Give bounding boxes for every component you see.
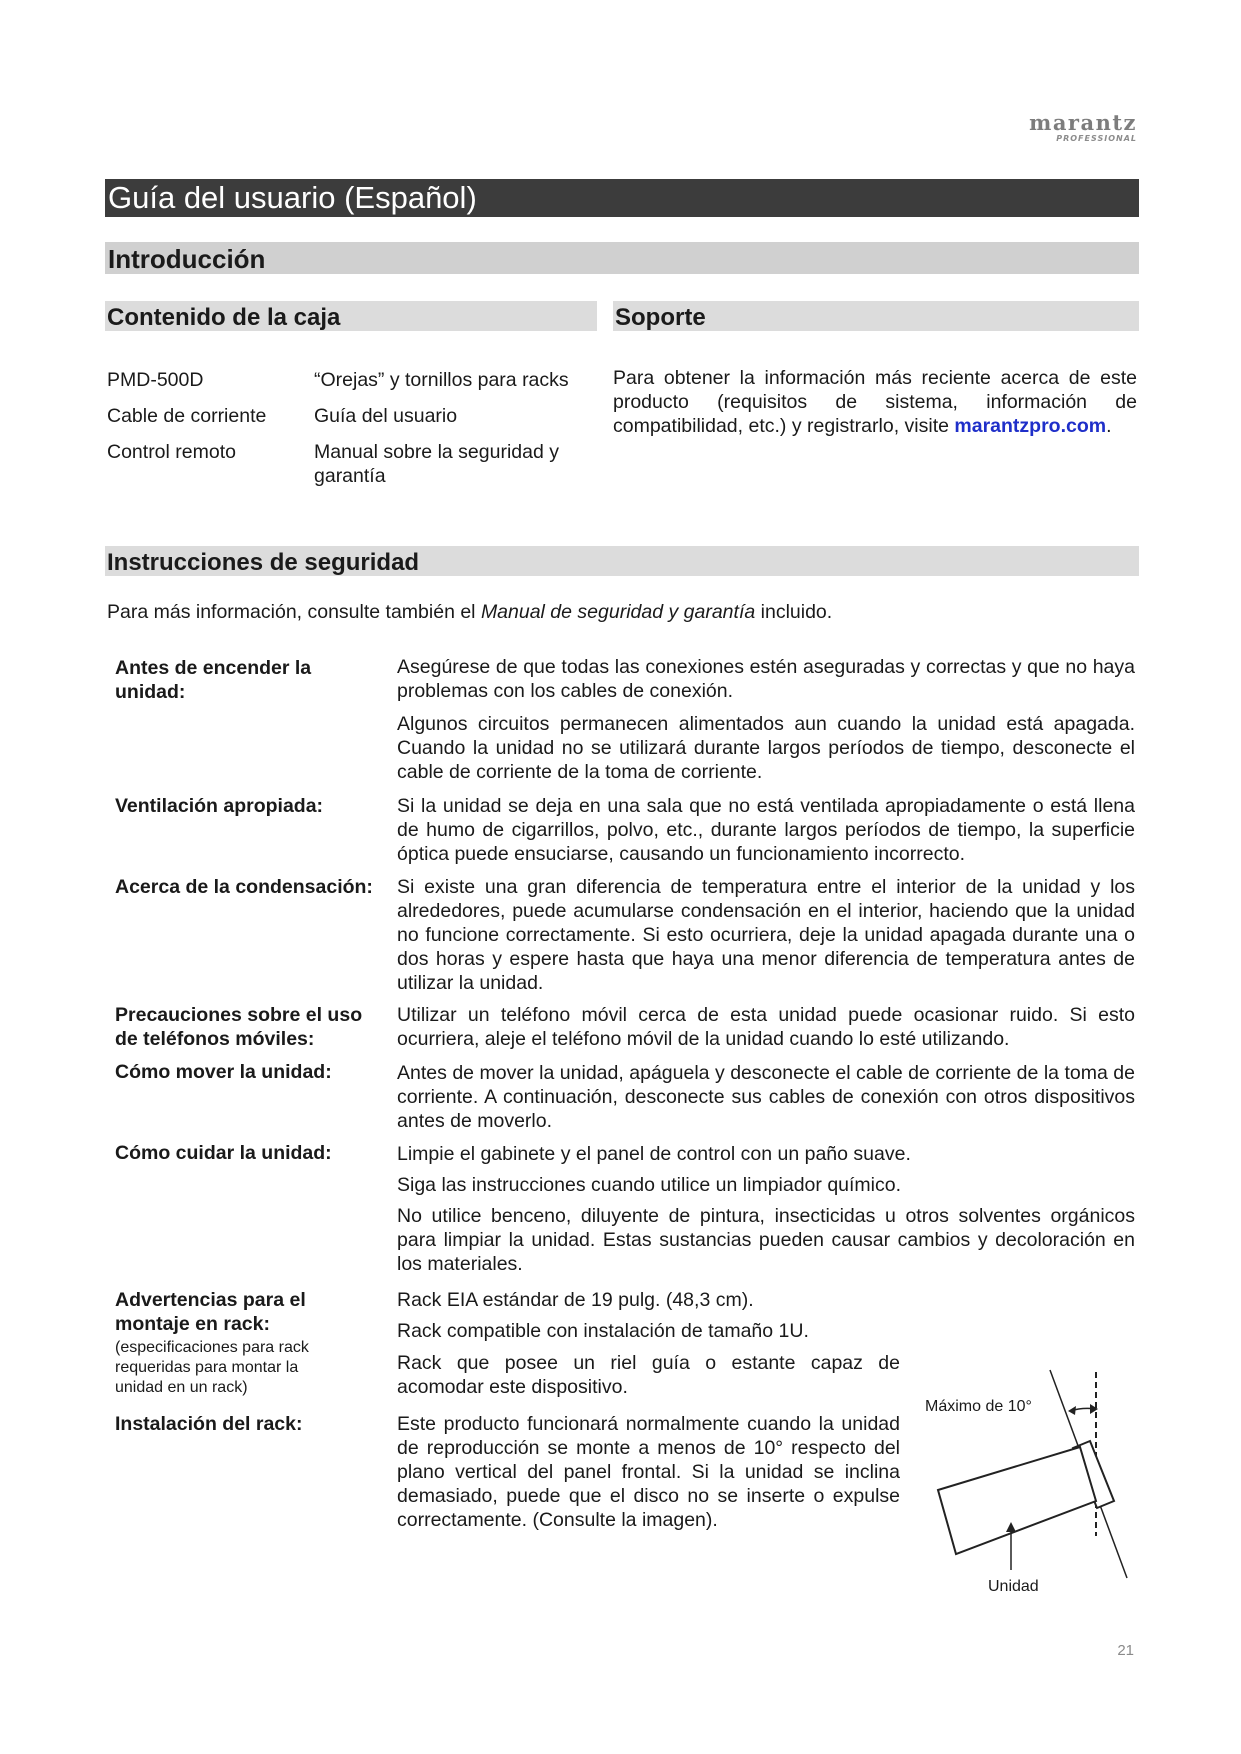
box-item: Control remoto bbox=[107, 441, 236, 463]
support-link[interactable]: marantzpro.com bbox=[954, 415, 1107, 437]
safety-para: Algunos circuitos permanecen alimentados aun cuando la unidad está apagada. Cuando la unidad no se utilizará durante largos períodos de tiempo, desconecte el cable de corriente de la toma de corriente. bbox=[397, 713, 1135, 783]
safety-intro-before: Para más información, consulte también el bbox=[107, 601, 476, 623]
safety-label-care: Cómo cuidar la unidad: bbox=[115, 1142, 332, 1164]
safety-heading: Instrucciones de seguridad bbox=[105, 546, 1139, 576]
safety-para: Rack que posee un riel guía o estante capaz de acomodar este dispositivo. bbox=[397, 1352, 900, 1398]
support-body: Para obtener la información más reciente acerca de este producto (requisitos de sistema, información de compatibilidad, etc.) y registrarlo, visite bbox=[613, 367, 1137, 437]
safety-para: Utilizar un teléfono móvil cerca de esta unidad puede ocasionar ruido. Si esto ocurriera, aleje el teléfono móvil de la unidad cuando lo esté utilizando. bbox=[397, 1004, 1135, 1050]
safety-para: Antes de mover la unidad, apáguela y desconecte el cable de corriente de la toma de corriente. A continuación, desconecte sus cables de conexión con otros dispositivos antes de moverlo. bbox=[397, 1062, 1135, 1132]
safety-label-ventilation: Ventilación apropiada: bbox=[115, 795, 324, 817]
safety-para: No utilice benceno, diluyente de pintura, insecticidas u otros solventes orgánicos para limpiar la unidad. Estas sustancias pueden causar cambios y decoloración en los materiales. bbox=[397, 1205, 1135, 1275]
logo-sub: PROFESSIONAL bbox=[1056, 134, 1137, 143]
box-item: PMD-500D bbox=[107, 369, 204, 391]
figure-unit-label: Unidad bbox=[988, 1578, 1039, 1595]
safety-para: Este producto funcionará normalmente cuando la unidad de reproducción se monte a menos de 10° respecto del plano vertical del panel frontal. Si la unidad se inclina demasiado, puede que el disco no se inserte o expulse correctamente. (Consulte la imagen). bbox=[397, 1413, 900, 1531]
safety-para: Rack compatible con instalación de tamaño 1U. bbox=[397, 1320, 809, 1342]
support-end: . bbox=[1106, 415, 1112, 437]
logo-brand: marantz bbox=[1029, 110, 1137, 135]
safety-para: Limpie el gabinete y el panel de control con un paño suave. bbox=[397, 1143, 911, 1165]
box-item: “Orejas” y tornillos para racks bbox=[314, 369, 569, 391]
safety-intro-after: incluido. bbox=[760, 601, 833, 623]
unit-body bbox=[938, 1447, 1096, 1554]
box-item: Cable de corriente bbox=[107, 405, 267, 427]
arrowhead-left bbox=[1068, 1406, 1076, 1415]
safety-para: Siga las instrucciones cuando utilice un limpiador químico. bbox=[397, 1174, 902, 1196]
safety-para: Rack EIA estándar de 19 pulg. (48,3 cm). bbox=[397, 1289, 754, 1311]
page-title: Guía del usuario (Español) bbox=[105, 179, 1139, 217]
safety-para: Asegúrese de que todas las conexiones estén aseguradas y correctas y que no haya problemas con los cables de conexión. bbox=[397, 656, 1135, 702]
box-contents-col1 bbox=[107, 368, 297, 476]
rack-warnings-note: (especificaciones para rack requeridas para montar la unidad en un rack) bbox=[115, 1339, 309, 1396]
support-heading: Soporte bbox=[613, 301, 1139, 331]
box-contents-heading: Contenido de la caja bbox=[105, 301, 597, 331]
safety-label-rack-install: Instalación del rack: bbox=[115, 1413, 303, 1435]
safety-intro-manual: Manual de seguridad y garantía bbox=[480, 601, 756, 623]
rack-tilt-diagram bbox=[920, 1360, 1140, 1605]
figure-max-label: Máximo de 10° bbox=[925, 1398, 1032, 1415]
page-number: 21 bbox=[1117, 1642, 1134, 1659]
box-item: Guía del usuario bbox=[314, 405, 458, 427]
safety-label-condensation: Acerca de la condensación: bbox=[115, 876, 373, 898]
safety-label-mobile: Precauciones sobre el uso de teléfonos móviles: bbox=[115, 1004, 363, 1050]
safety-label-power-on: Antes de encender la unidad: bbox=[115, 657, 312, 703]
rack-warnings-title: Advertencias para el montaje en rack: bbox=[115, 1289, 306, 1335]
safety-para: Si la unidad se deja en una sala que no está ventilada apropiadamente o está llena de humo de cigarrillos, polvo, etc., durante largos períodos de tiempo, la superficie óptica puede ensuciarse, causando un funcionamiento incorrecto. bbox=[397, 795, 1135, 865]
section-intro-heading: Introducción bbox=[105, 242, 1139, 274]
safety-intro bbox=[107, 600, 832, 624]
safety-label-moving: Cómo mover la unidad: bbox=[115, 1061, 332, 1083]
safety-para: Si existe una gran diferencia de temperatura entre el interior de la unidad y los alrededores, puede acumularse condensación en el interior, haciendo que la unidad no funcione correctamente. Si esto ocurriera, deje la unidad apagada durante una o dos horas y espere hasta que haya una menor diferencia de temperatura antes de utilizar la unidad. bbox=[397, 876, 1135, 994]
safety-label-rack-warnings bbox=[115, 1288, 350, 1398]
box-item: Manual sobre la seguridad y garantía bbox=[314, 441, 559, 487]
box-contents-col2 bbox=[314, 368, 596, 500]
marantz-logo bbox=[937, 112, 1137, 144]
support-text bbox=[613, 366, 1137, 438]
